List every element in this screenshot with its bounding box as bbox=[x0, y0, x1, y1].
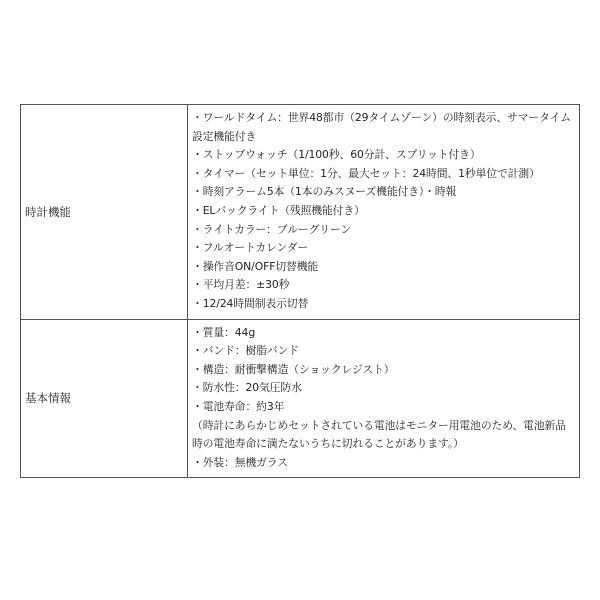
spec-line: ・電池寿命：約3年 bbox=[192, 399, 285, 413]
spec-line: ・操作音ON/OFF切替機能 bbox=[192, 259, 319, 273]
row-value-watch-functions bbox=[188, 105, 580, 320]
spec-line: ・時刻アラーム5本（1本のみスヌーズ機能付き）・時報 bbox=[192, 185, 457, 199]
battery-note: （時計にあらかじめセットされている電池はモニター用電池のため、電池新品時の電池寿命に満たないうちに切れることがあります。） bbox=[192, 418, 566, 451]
row-value-basic-info bbox=[188, 319, 580, 478]
spec-table bbox=[20, 104, 580, 478]
spec-line: ・フルオートカレンダー bbox=[192, 241, 309, 255]
table-row bbox=[21, 319, 580, 478]
table-row bbox=[21, 105, 580, 320]
row-label-basic-info: 基本情報 bbox=[21, 319, 188, 478]
spec-line: ・防水性：20気圧防水 bbox=[192, 381, 302, 395]
spec-line: ・質量：44g bbox=[192, 325, 256, 339]
spec-line: ・バンド：樹脂バンド bbox=[192, 344, 299, 358]
spec-line: ・平均月差：±30秒 bbox=[192, 278, 290, 292]
spec-line: ・12/24時間制表示切替 bbox=[192, 296, 309, 310]
spec-line: ・ワールドタイム：世界48都市（29タイムゾーン）の時刻表示、サマータイム設定機能付き bbox=[192, 111, 571, 143]
spec-line: ・ストップウォッチ（1/100秒、60分計、スプリット付き） bbox=[192, 148, 481, 162]
spec-line: ・構造：耐衝撃構造（ショックレジスト） bbox=[192, 362, 395, 376]
spec-line: ・ライトカラー：ブルーグリーン bbox=[192, 222, 352, 236]
spec-line: ・タイマー（セット単位：1分、最大セット：24時間、1秒単位で計測） bbox=[192, 166, 540, 180]
spec-line: ・ELバックライト（残照機能付き） bbox=[192, 203, 365, 217]
spec-line: ・外装：無機ガラス bbox=[192, 455, 288, 469]
row-label-watch-functions: 時計機能 bbox=[21, 105, 188, 320]
